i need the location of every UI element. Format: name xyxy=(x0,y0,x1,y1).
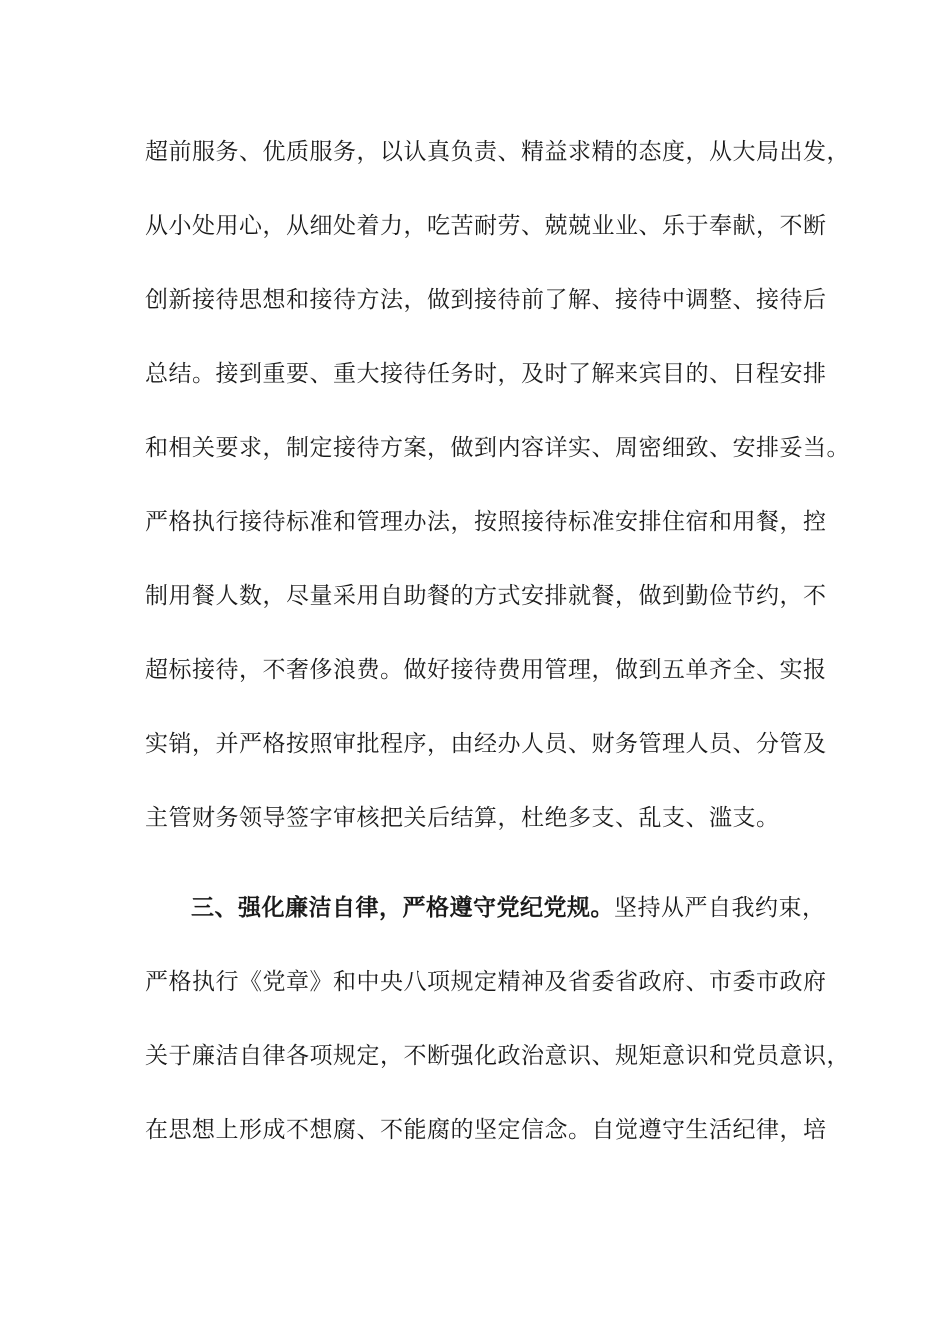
paragraph-line: 创新接待思想和接待方法，做到接待前了解、接待中调整、接待后 xyxy=(145,287,827,313)
section-heading: 三、强化廉洁自律，严格遵守党纪党规。 xyxy=(191,894,614,921)
paragraph-line: 关于廉洁自律各项规定，不断强化政治意识、规矩意识和党员意识， xyxy=(145,1043,850,1069)
paragraph-line: 制用餐人数，尽量采用自助餐的方式安排就餐，做到勤俭节约，不 xyxy=(145,583,827,609)
paragraph-line: 超前服务、优质服务，以认真负责、精益求精的态度，从大局出发， xyxy=(145,139,850,165)
paragraph-line: 总结。接到重要、重大接待任务时，及时了解来宾目的、日程安排 xyxy=(145,361,827,387)
paragraph-line: 主管财务领导签字审核把关后结算，杜绝多支、乱支、滥支。 xyxy=(145,805,780,831)
paragraph-line: 严格执行《党章》和中央八项规定精神及省委省政府、市委市政府 xyxy=(145,969,827,995)
section-heading-line xyxy=(191,893,825,923)
paragraph-line: 从小处用心，从细处着力，吃苦耐劳、兢兢业业、乐于奉献，不断 xyxy=(145,213,827,239)
paragraph-line: 超标接待，不奢侈浪费。做好接待费用管理，做到五单齐全、实报 xyxy=(145,657,827,683)
paragraph-line: 在思想上形成不想腐、不能腐的坚定信念。自觉遵守生活纪律，培 xyxy=(145,1117,827,1143)
paragraph-line: 实销，并严格按照审批程序，由经办人员、财务管理人员、分管及 xyxy=(145,731,827,757)
heading-line-text: 坚持从严自我约束， xyxy=(614,895,826,921)
paragraph-line: 和相关要求，制定接待方案，做到内容详实、周密细致、安排妥当。 xyxy=(145,435,850,461)
paragraph-line: 严格执行接待标准和管理办法，按照接待标准安排住宿和用餐，控 xyxy=(145,509,827,535)
